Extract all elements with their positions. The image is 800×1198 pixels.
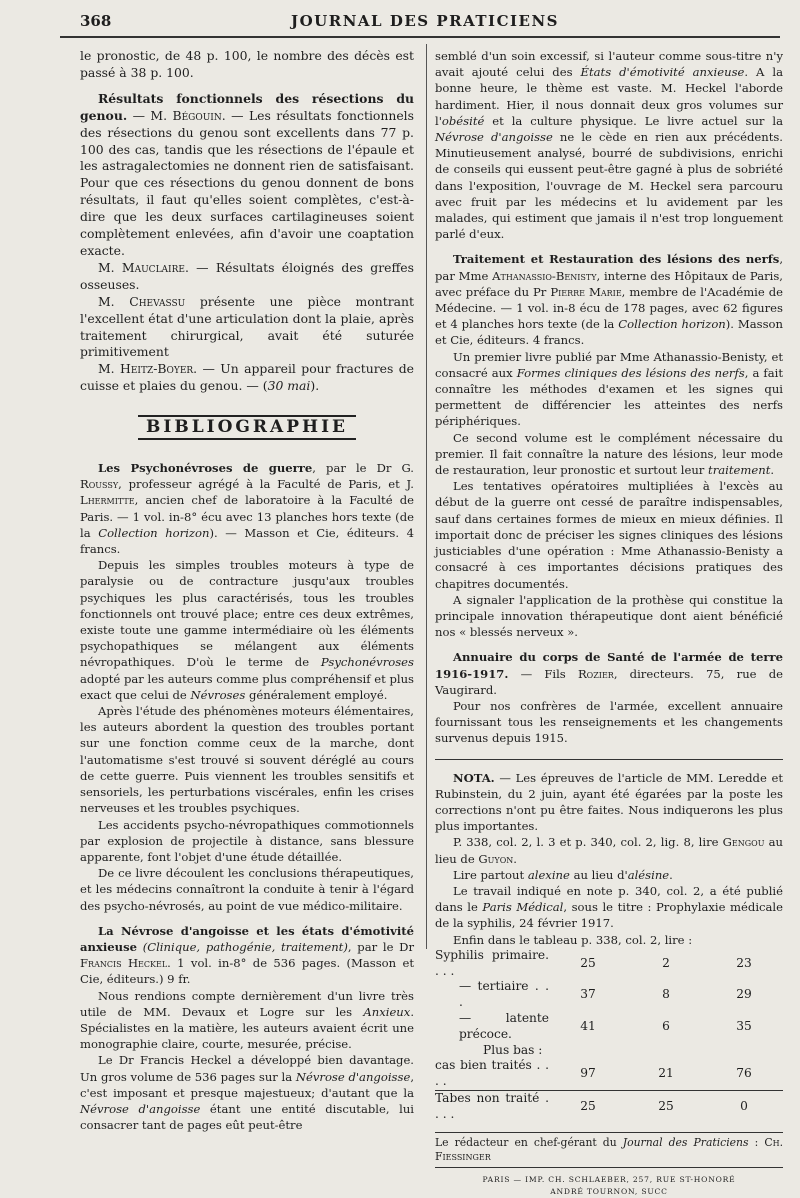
date: 30 mai	[267, 378, 311, 394]
editor-line: Le rédacteur en chef-gérant du Journal des Praticiens : Ch. Fiessinger	[435, 1132, 783, 1168]
table-row: Plus bas :	[483, 1042, 543, 1057]
table-row: — latente précoce. 41 6 35	[459, 1010, 752, 1041]
book-citation: Annuaire du corps de Santé de l'armée de terre 1916-1917. — Fils Rozier, directeurs. 75, rue de Vaugirard.	[435, 650, 783, 697]
author-name: Bégouin	[172, 107, 222, 123]
nota-label: NOTA.	[453, 770, 495, 785]
book-title: La Névrose d'angoisse et les états d'émotivité anxieuse	[80, 923, 414, 954]
paragraph: Le Dr Francis Heckel a développé bien davantage. Un gros volume de 536 pages sur la Névrose d'angoisse, c'est imposant et presque majestueux; d'autant que la Névrose d'angoisse étant une entité discutable, lui consacrer tant de pages eût peut-être	[80, 1053, 414, 1133]
paragraph: De ce livre découlent les conclusions thérapeutiques, et les médecins connaîtront la conduite à tenir à l'égard des psycho-névrosés, au point de vue médico-militaire.	[80, 866, 414, 913]
paragraph: Les tentatives opératoires multipliées à l'excès au début de la guerre ont cessé de paraître indispensables, sauf dans certaines formes de mieux en mieux définies. Il importait donc de préciser les signes cliniques des lésions justiciables d'une opération : Mme Athanassio-Benisty a consacré à ces importantes décisions pratiques des chapitres documentés.	[435, 479, 783, 591]
table-row: Syphilis primaire. . . . 25 2 23	[435, 947, 752, 978]
paragraph: le pronostic, de 48 p. 100, le nombre des décès est passé à 38 p. 100.	[80, 48, 414, 80]
section-rule	[435, 759, 783, 760]
paragraph: Pour nos confrères de l'armée, excellent annuaire fournissant tous les renseignements et les changements survenus depuis 1915.	[435, 698, 783, 746]
table-row: cas bien traités . . . . 97 21 76	[435, 1058, 752, 1089]
paragraph: Enfin dans le tableau p. 338, col. 2, lire :	[453, 932, 693, 947]
paragraph: Le travail indiqué en note p. 340, col. 2, a été publié dans le Paris Médical, sous le titre : Prophylaxie médicale de la syphilis, 24 février 1917.	[435, 883, 783, 931]
paragraph: Un premier livre publié par Mme Athanassio-Benisty, et consacré aux Formes cliniques des lésions des nerfs, a fait connaître les méthodes d'examen et les signes qui permettent de différencier les atteintes des nerfs périphériques.	[435, 349, 783, 429]
table-row: Tabes non traité . . . . 25 25 0	[435, 1090, 783, 1122]
paragraph: A signaler l'application de la prothèse qui constitue la principale innovation thérapeutique dont aient bénéficié nos « blessés nerveux ».	[435, 592, 783, 640]
paragraph: M. Heitz-Boyer. — Un appareil pour fractures de cuisse et plaies du genou. — (30 mai).	[80, 361, 414, 394]
paragraph: Les accidents psycho-névropathiques commotionnels par explosion de projectile à distance, sans blessure apparente, font l'objet d'une étude détaillée.	[80, 817, 414, 864]
header-rule	[60, 36, 780, 38]
paragraph: Après l'étude des phénomènes moteurs élémentaires, les auteurs abordent la question des troubles portant sur une fonction comme ceux de la marche, dont l'automatisme s'est trouvé si souvent déréglé au cours de cette guerre. Puis viennent les troubles sensitifs et sensoriels, les perturbations viscérales, enfin les crises nerveuses et les troubles psychiques.	[80, 704, 414, 816]
author-name: Mauclaire	[121, 259, 185, 275]
paragraph: P. 338, col. 2, l. 3 et p. 340, col. 2, lig. 8, lire Gengou au lieu de Guyon.	[435, 835, 783, 866]
author-name: Heitz-Boyer	[120, 361, 194, 377]
page-number: 368	[80, 12, 112, 30]
paragraph: Nous rendions compte dernièrement d'un livre très utile de MM. Devaux et Logre sur les Anxieux. Spécialistes en la matière, les auteurs avaient écrit une monographie claire, courte, mesurée, précise.	[80, 988, 414, 1052]
left-column	[80, 48, 414, 1133]
page-header	[80, 10, 770, 36]
paragraph: M. Chevassu présente une pièce montrant l'excellent état d'une articulation dont la plaie, après traitement chirurgical, avait été suturée primitivement	[80, 293, 414, 360]
printer-imprint: PARIS — IMP. CH. SCHLAEBER, 257, RUE ST-HONORÉ ANDRÉ TOURNON, SUCC	[482, 1174, 736, 1196]
paragraph: Résultats fonctionnels des résections du genou. — M. Bégouin. — Les résultats fonctionnels des résections du genou sont excellents dans 77 p. 100 des cas, tandis que les résections de l'épaule et les astragalectomies ne donnent rien de satisfaisant. Pour que ces résections du genou donnent de bons résultats, il faut qu'elles soient complètes, c'est-à-dire que les deux surfaces cartilagineuses soient complètement enlevées, afin d'avoir une coaptation exacte.	[80, 90, 414, 258]
book-review	[80, 460, 414, 914]
journal-title: JOURNAL DES PRATICIENS	[291, 12, 559, 30]
book-title: Annuaire du corps de Santé de l'armée de terre 1916-1917.	[435, 650, 783, 681]
column-divider	[426, 44, 427, 949]
paragraph: semblé d'un soin excessif, si l'auteur comme sous-titre n'y avait ajouté celui des États d'émotivité anxieuse. A la bonne heure, le thème est vaste. M. Heckel l'aborde hardiment. Hier, il nous donnait deux gros volumes sur l'obésité et la culture physique. Le livre actuel sur la Névrose d'angoisse ne le cède en rien aux précédents. Minutieusement analysé, bourré de subdivisions, enrichi de conseils qui eussent peut-être gagné à plus de sobriété dans l'exposition, l'ouvrage de M. Heckel sera parcouru avec fruit par les médecins et lu avidement par les malades, qui estiment que jamais il n'est trop longuement parlé d'eux.	[435, 49, 783, 242]
paragraph: Lire partout alexine au lieu d'alésine.	[453, 867, 673, 882]
book-citation: Les Psychonévroses de guerre, par le Dr G. Roussy, professeur agrégé à la Faculté de Paris, et J. Lhermitte, ancien chef de laboratoire à la Faculté de Paris. — 1 vol. in-8° écu avec 13 planches hors texte (de la Collection horizon). — Masson et Cie, éditeurs. 4 francs.	[80, 461, 414, 557]
author-name: Chevassu	[129, 293, 186, 309]
table-row: — tertiaire . . . 37 8 29	[459, 979, 752, 1010]
paragraph: M. Mauclaire. — Résultats éloignés des greffes osseuses.	[80, 259, 414, 292]
book-citation: La Névrose d'angoisse et les états d'émotivité anxieuse (Clinique, pathogénie, traitement), par le Dr Francis Heckel. 1 vol. in-8° de 536 pages. (Masson et Cie, éditeurs.) 9 fr.	[80, 923, 414, 987]
paragraph: Ce second volume est le complément nécessaire du premier. Il fait connaître la nature des lésions, leur mode de restauration, leur pronostic et surtout leur traitement.	[435, 430, 783, 478]
nota-paragraph: NOTA. — Les épreuves de l'article de MM. Leredde et Rubinstein, du 2 juin, ayant été égarées par la poste les corrections n'ont pu être faites. Nous indiquerons les plus plus importantes.	[435, 770, 783, 834]
book-review	[80, 923, 414, 1134]
section-heading: Résultats fonctionnels des résections du genou.	[80, 90, 414, 123]
book-title: Les Psychonévroses de guerre	[98, 461, 313, 476]
paragraph: Depuis les simples troubles moteurs à type de paralysie ou de contracture jusqu'aux troubles psychiques les plus caractérisés, tous les troubles fonctionnels ont trouvé place; entre ces deux extrêmes, existe toute une gamme intermédiaire où les éléments psychopathiques se mélangent aux éléments névropathiques. D'où le terme de Psychonévroses adopté par les auteurs comme plus compréhensif et plus exact que celui de Névroses généralement employé.	[80, 558, 414, 702]
corrected-table	[435, 948, 783, 1123]
right-column	[435, 48, 783, 1198]
book-citation: Traitement et Restauration des lésions des nerfs, par Mme Athanassio-Benisty, interne des Hôpitaux de Paris, avec préface du Pr Pierre Marie, membre de l'Académie de Médecine. — 1 vol. in-8 écu de 178 pages, avec 62 figures et 4 planches hors texte (de la Collection horizon). Masson et Cie, éditeurs. 4 francs.	[435, 252, 784, 348]
book-title: Traitement et Restauration des lésions des nerfs	[453, 252, 780, 267]
bibliography-heading: BIBLIOGRAPHIE	[80, 415, 414, 440]
